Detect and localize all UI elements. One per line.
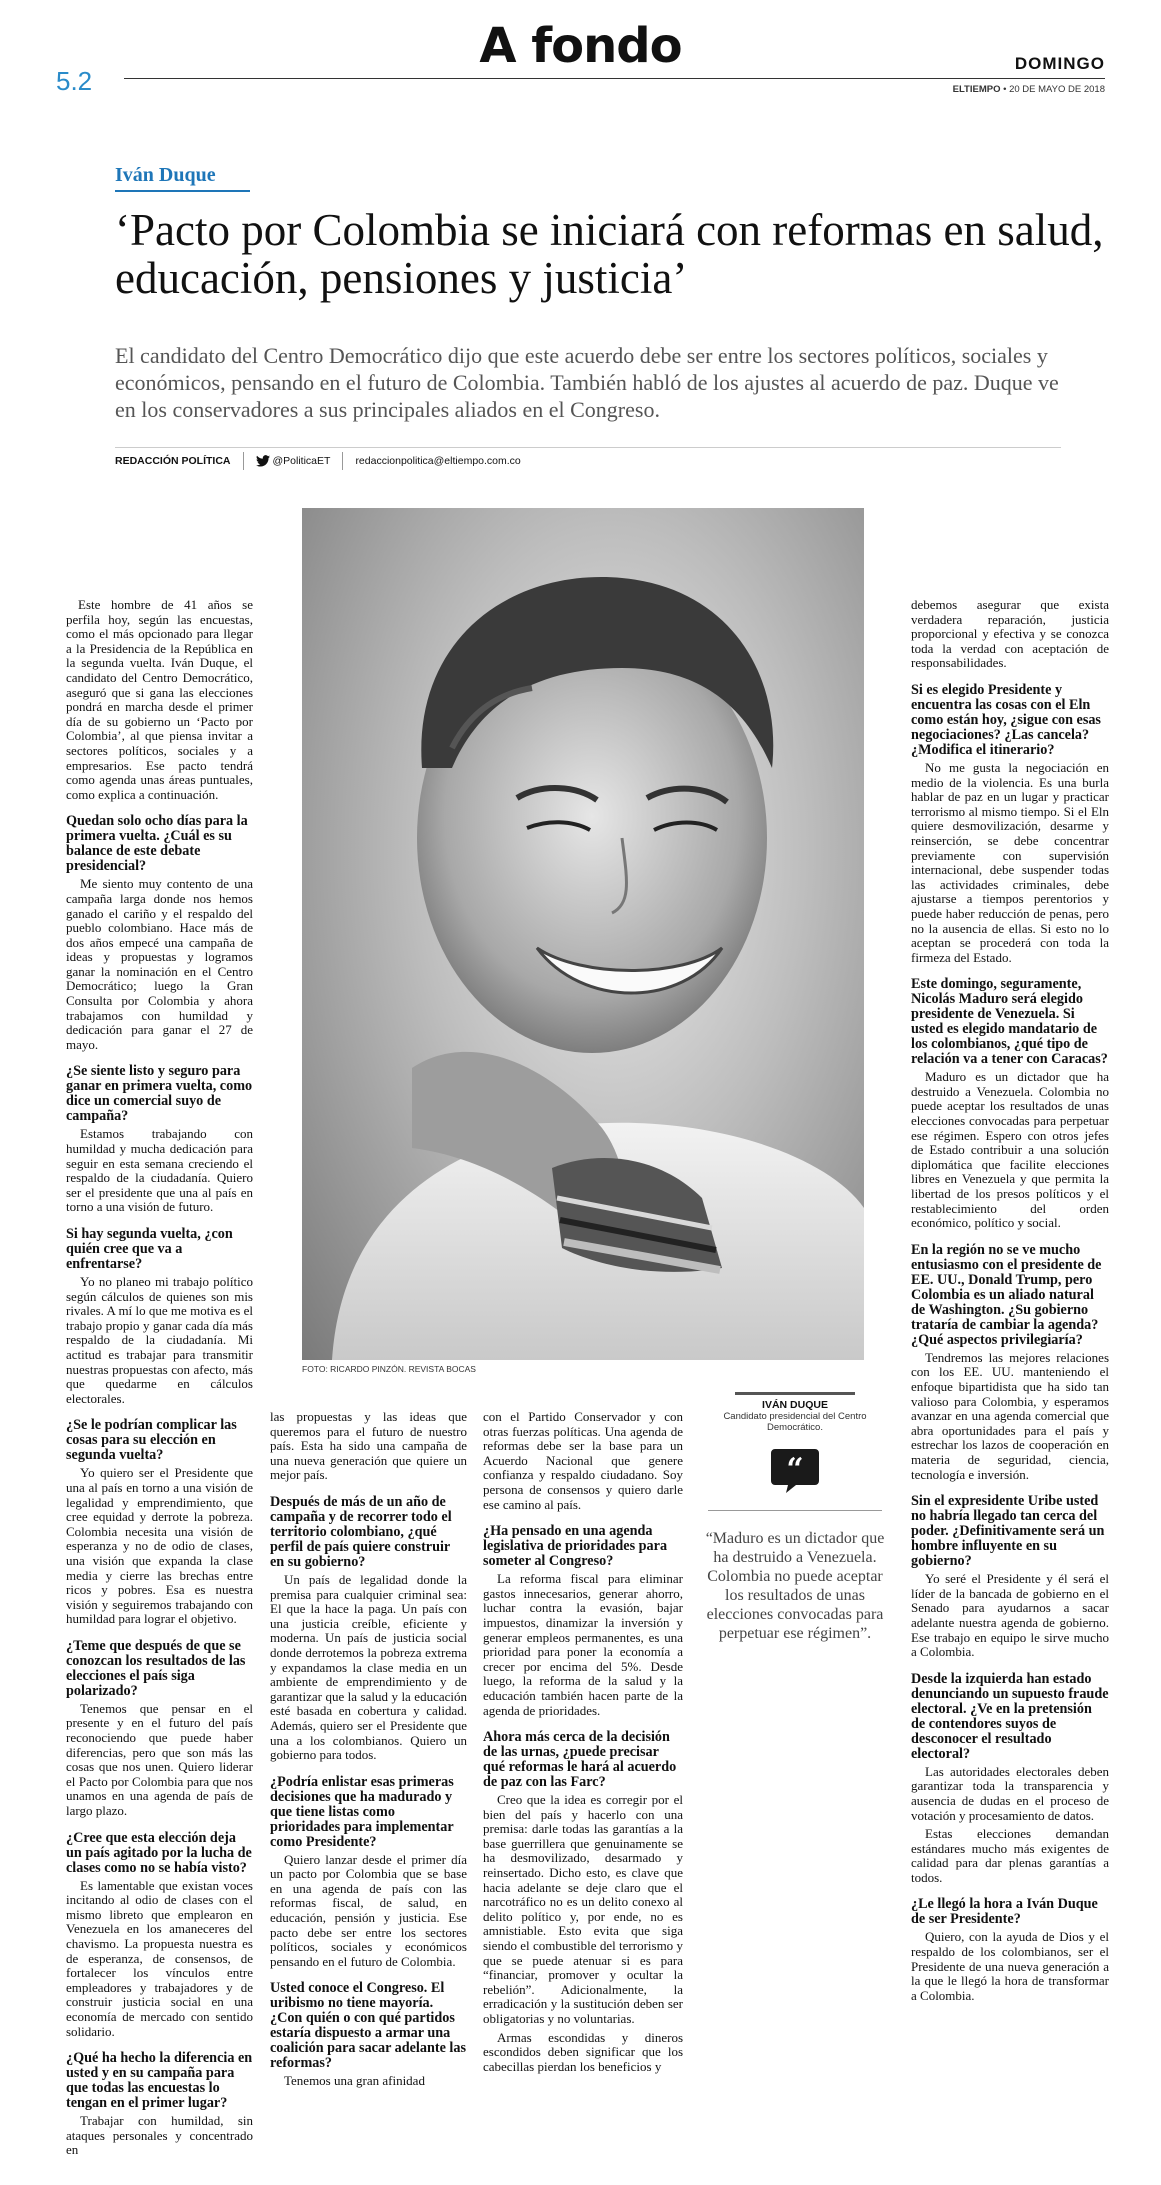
answer: Un país de legalidad donde la premisa para cualquier criminal sea: El que la hace la paga. Un país con una justicia creíble, eficiente y moderna. Un país de justicia social donde derrotemos la pobreza extrema y expandamos la clase media en un ambiente de emprendimiento y de garantizar que la salud y la educación esté basada en cobertura y calidad. Además, quiero ser el Presidente que una a los colombianos. Quiero un gobierno para todos. bbox=[270, 1571, 467, 1763]
answer: Es lamentable que existan voces incitando al odio de clases con el mismo libreto que emplearon en Venezuela en los amaneceres del chavismo. La propuesta nuestra es de esperanza, de consensos, de fortalecer los vínculos entre empleadores y trabajadores y de construir justicia social en una economía de mercado con sentido solidario. bbox=[66, 1877, 253, 2039]
page-number: 5.2 bbox=[56, 66, 93, 96]
answer: Las autoridades electorales deben garantizar toda la transparencia y ausencia de dudas en el proceso de votación y procesamiento de datos. bbox=[911, 1763, 1109, 1823]
question: Si hay segunda vuelta, ¿con quién cree que va a enfrentarse? bbox=[66, 1226, 233, 1272]
kicker: Iván Duque bbox=[115, 164, 216, 186]
question: ¿Se siente listo y seguro para ganar en primera vuelta, como dice un comercial suyo de campaña? bbox=[66, 1063, 253, 1125]
byline-divider bbox=[342, 452, 343, 470]
byline-author: REDACCIÓN POLÍTICA bbox=[115, 455, 231, 467]
article-column-1 bbox=[66, 598, 253, 2162]
article-column-4 bbox=[911, 598, 1109, 2007]
question: ¿Podría enlistar esas primeras decisiones que ha madurado y que tiene listas como prioridades para implementar como Presidente? bbox=[270, 1773, 454, 1850]
answer: Maduro es un dictador que ha destruido a Venezuela. Colombia no puede aceptar los resultados de unas elecciones convocadas para perpetuar ese régimen. Espero con otros jefes de Estado contribuir a una solución diplomática que facilite elecciones libres en Venezuela y que permita la libertad de los presos políticos y el restablecimiento del orden económico, político y social. bbox=[911, 1069, 1109, 1231]
quote-bubble-icon bbox=[770, 1447, 820, 1493]
byline-rule bbox=[115, 447, 1061, 448]
answer: Trabajar con humildad, sin ataques personales y concentrado en bbox=[66, 2113, 253, 2158]
publication-date bbox=[953, 84, 1105, 95]
answer: Creo que la idea es corregir por el bien del país y hacerlo con una premisa: darle todas las garantías a la base guerrillera que genuinamente se ha desmovilizado, desarmado y reinsertado. Dicho esto, es clave que hacia adelante se deje claro que el narcotráfico no es un delito conexo al delito político y, por ende, no es amnistiable. Esto evita que siga siendo el combustible del terrorismo y que se puede atenuar si es para “financiar, promover y ocultar la rebelión”. Adicionalmente, la erradicación y la sustitución deben ser obligatorias y no voluntarias. bbox=[483, 1792, 683, 2026]
question: Desde la izquierda han estado denunciando un supuesto fraude electoral. ¿Ve en la pretensión de contendores suyos de desconocer el resultado electoral? bbox=[911, 1670, 1109, 1762]
answer: Yo quiero ser el Presidente que una al país en torno a una visión de legalidad y emprendimiento, que cree equidad y derrote la pobreza. Colombia necesita una visión de esperanza y no de odio de clases, una visión que expanda la clase media y cierre las brechas entre ricos y pobres. Esa es nuestra visión y seguiremos trabajando con humildad para lograr el objetivo. bbox=[66, 1465, 253, 1627]
question: ¿Le llegó la hora a Iván Duque de ser Presidente? bbox=[911, 1896, 1098, 1928]
twitter-icon bbox=[256, 455, 270, 467]
kicker-rule bbox=[115, 190, 250, 192]
byline-divider bbox=[243, 452, 244, 470]
answer-continued: con el Partido Conservador y con otras fuerzas políticas. Una agenda de reformas debe ser la base para un Acuerdo Nacional que genere confianza y respaldo ciudadano. Soy persona de consensos y quiero darle ese camino al país. bbox=[483, 1409, 683, 1512]
headline: ‘Pacto por Colombia se iniciará con reformas en salud, educación, pensiones y justicia’ bbox=[115, 205, 1104, 303]
question: Ahora más cerca de la decisión de las urnas, ¿puede precisar qué reformas le hará al acuerdo de paz con las Farc? bbox=[483, 1729, 677, 1791]
portrait-illustration bbox=[302, 508, 864, 1360]
answer: Quiero, con la ayuda de Dios y el respaldo de los colombianos, ser el Presidente de una nueva generación a la que le llegó la hora de transformar a Colombia. bbox=[911, 1929, 1109, 2003]
answer: Yo no planeo mi trabajo político según cálculos de quienes son mis rivales. A mí lo que me motiva es el trabajo propio y ganar cada día más respaldo de la ciudadanía. Mi actitud es trabajar para transmitir nuestras propuestas con afecto, más que quedarme en cálculos electorales. bbox=[66, 1274, 253, 1406]
quote-rule bbox=[708, 1510, 882, 1511]
answer: Me siento muy contento de una campaña larga donde nos hemos ganado el cariño y el respaldo del pueblo colombiano. Hace más de dos años empecé una campaña de ideas y propuestas y logramos ganar la nominación en el Centro Democrático; luego la Gran Consulta por Colombia y ahora trabajamos con humildad y dedicación para ganar el 27 de mayo. bbox=[66, 876, 253, 1052]
answer: No me gusta la negociación en medio de la violencia. Es una burla hablar de paz en un lugar y practicar terrorismo al mismo tiempo. Si el Eln quiere desmovilización, desarme y reinserción, se debe concentrar previamente con supervisión internacional, debe suspender todas las actividades criminales, debe ajustarse a tiempos perentorios y puede haber reducción de penas, pero no la ausencia de ellas. Si esto no lo aceptan se procederá con toda la firmeza del Estado. bbox=[911, 759, 1109, 965]
day-label: DOMINGO bbox=[1014, 54, 1105, 73]
portrait-photo bbox=[302, 508, 864, 1360]
question: Este domingo, seguramente, Nicolás Maduro será elegido presidente de Venezuela. Si usted es elegido mandatario de los colombianos, ¿qué tipo de relación va a tener con Caracas? bbox=[911, 976, 1108, 1068]
answer: Armas escondidas y dineros escondidos deben significar que los cabecillas pierdan los beneficios y bbox=[483, 2029, 683, 2074]
question: Usted conoce el Congreso. El uribismo no tiene mayoría. ¿Con quién o con qué partidos estaría dispuesto a armar una coalición para sacar adelante las reformas? bbox=[270, 1980, 466, 2072]
answer: Estas elecciones demandan estándares mucho más exigentes de calidad para dar plenas garantías a todos. bbox=[911, 1826, 1109, 1885]
svg-text:“: “ bbox=[786, 1452, 804, 1487]
photo-caption: FOTO: RICARDO PINZÓN. REVISTA BOCAS bbox=[302, 1364, 476, 1374]
answer: Tendremos las mejores relaciones con los EE. UU. manteniendo el enfoque bipartidista que ha sido tan valioso para Colombia, y esperamos avanzar en una agenda comercial que abra oportunidades para el país y estrechar los lazos de cooperación en materia de seguridad, ciencia, tecnología e inversión. bbox=[911, 1349, 1109, 1482]
twitter-handle: @PoliticaET bbox=[272, 455, 331, 467]
deck: El candidato del Centro Democrático dijo que este acuerdo debe ser entre los sectores políticos, sociales y económicos, pensando en el futuro de Colombia. También habló de los ajustes al acuerdo de paz. Duque ve en los conservadores a sus principales aliados en el Congreso. bbox=[115, 343, 1059, 422]
header-rule bbox=[124, 78, 1105, 79]
question: ¿Ha pensado en una agenda legislativa de prioridades para someter al Congreso? bbox=[483, 1523, 668, 1570]
article-column-3 bbox=[483, 1410, 683, 2078]
pull-quote bbox=[700, 1392, 890, 1643]
section-title: A fondo bbox=[479, 18, 682, 74]
question: ¿Se le podrían complicar las cosas para su elección en segunda vuelta? bbox=[66, 1417, 237, 1464]
quote-top-rule bbox=[735, 1392, 855, 1395]
answer: La reforma fiscal para eliminar gastos innecesarios, generar ahorro, luchar contra la evasión, bajar impuestos, dinamizar la inversión y generar empleos permanentes, es una prioridad para poner la economía a crecer por encima del 5%. Desde luego, la reforma de la salud y la educación también hacen parte de la agenda de prioridades. bbox=[483, 1571, 683, 1718]
byline-twitter[interactable] bbox=[256, 455, 331, 467]
byline-email[interactable]: redaccionpolitica@eltiempo.com.co bbox=[355, 455, 521, 467]
answer: Yo seré el Presidente y él será el líder de la bancada de gobierno en el Senado para ayudarnos a sacar adelante nuestra agenda de gobierno. Ese trabajo en equipo le sirve mucho a Colombia. bbox=[911, 1571, 1109, 1660]
question: ¿Qué ha hecho la diferencia en usted y en su campaña para que todas las encuestas lo tengan en el primer lugar? bbox=[66, 2050, 253, 2112]
quote-speaker-role: Candidato presidencial del Centro Democrático. bbox=[723, 1411, 867, 1433]
question: Después de más de un año de campaña y de recorrer todo el territorio colombiano, ¿qué perfil de país quiere construir en su gobierno? bbox=[270, 1493, 452, 1570]
answer: Estamos trabajando con humildad y mucha dedicación para seguir en esta semana creciendo el respaldo de la ciudadanía. Quiero ser el presidente que una al país en torno a una visión de futuro. bbox=[66, 1126, 253, 1215]
question: Quedan solo ocho días para la primera vuelta. ¿Cuál es su balance de este debate presidencial? bbox=[66, 813, 248, 875]
question: Si es elegido Presidente y encuentra las cosas con el Eln como están hoy, ¿sigue con esas negociaciones? ¿Las cancela? ¿Modifica el itinerario? bbox=[911, 681, 1101, 758]
answer: Quiero lanzar desde el primer día un pacto por Colombia que se base en una agenda de país con las reformas fiscal, de salud, en educación, pensión y justicia. Ese pacto debe ser entre los sectores políticos, sociales y económicos pensando en el futuro de Colombia. bbox=[270, 1851, 467, 1969]
quote-text: “Maduro es un dictador que ha destruido a Venezuela. Colombia no puede aceptar los resultados de unas elecciones convocadas para perpetuar ese régimen”. bbox=[705, 1530, 885, 1642]
question: Sin el expresidente Uribe usted no habría llegado tan cerca del poder. ¿Definitivamente será un hombre influyente en su gobierno? bbox=[911, 1493, 1105, 1570]
intro-paragraph: Este hombre de 41 años se perfila hoy, según las encuestas, como el más opcionado para llegar a la Presidencia de la República en la segunda vuelta. Iván Duque, el candidato del Centro Democrático, aseguró que si gana las elecciones pondrá en marcha desde el primer día de su gobierno un ‘Pacto por Colombia’, al que piensa invitar a sectores políticos, sociales y a empresarios. Ese pacto tendrá como agenda unas áreas puntuales, como explica a continuación. bbox=[66, 597, 253, 802]
paper-name: ELTIEMPO bbox=[952, 84, 1001, 95]
answer-continued: las propuestas y las ideas que queremos para el futuro de nuestro país. Esta ha sido una campaña de una nueva generación que quiere un mejor país. bbox=[270, 1409, 467, 1483]
answer: Tenemos que pensar en el presente y en el futuro del país reconociendo que puede haber diferencias, pero que son más las cosas que nos unen. Quiero liderar el Pacto por Colombia para que nos unamos en una agenda de país de largo plazo. bbox=[66, 1700, 253, 1819]
answer-continued: debemos asegurar que exista verdadera reparación, justicia proporcional y efectiva y se conozca toda la verdad con aceptación de responsabilidades. bbox=[911, 597, 1109, 671]
date-text: • 20 DE MAYO DE 2018 bbox=[1003, 84, 1105, 95]
question: En la región no se ve mucho entusiasmo con el presidente de EE. UU., Donald Trump, pero Colombia es un aliado natural de Washington. ¿Su gobierno trataría de cambiar la agenda? ¿Qué aspectos privilegiaría? bbox=[911, 1241, 1102, 1348]
answer: Tenemos una gran afinidad bbox=[284, 2073, 425, 2089]
question: ¿Cree que esta elección deja un país agitado por la lucha de clases como no se había visto? bbox=[66, 1829, 252, 1876]
quote-speaker-name: IVÁN DUQUE bbox=[762, 1399, 828, 1411]
question: ¿Teme que después de que se conozcan los resultados de las elecciones el país siga polarizado? bbox=[66, 1637, 246, 1699]
article-column-2 bbox=[270, 1410, 467, 2093]
byline bbox=[115, 452, 521, 470]
